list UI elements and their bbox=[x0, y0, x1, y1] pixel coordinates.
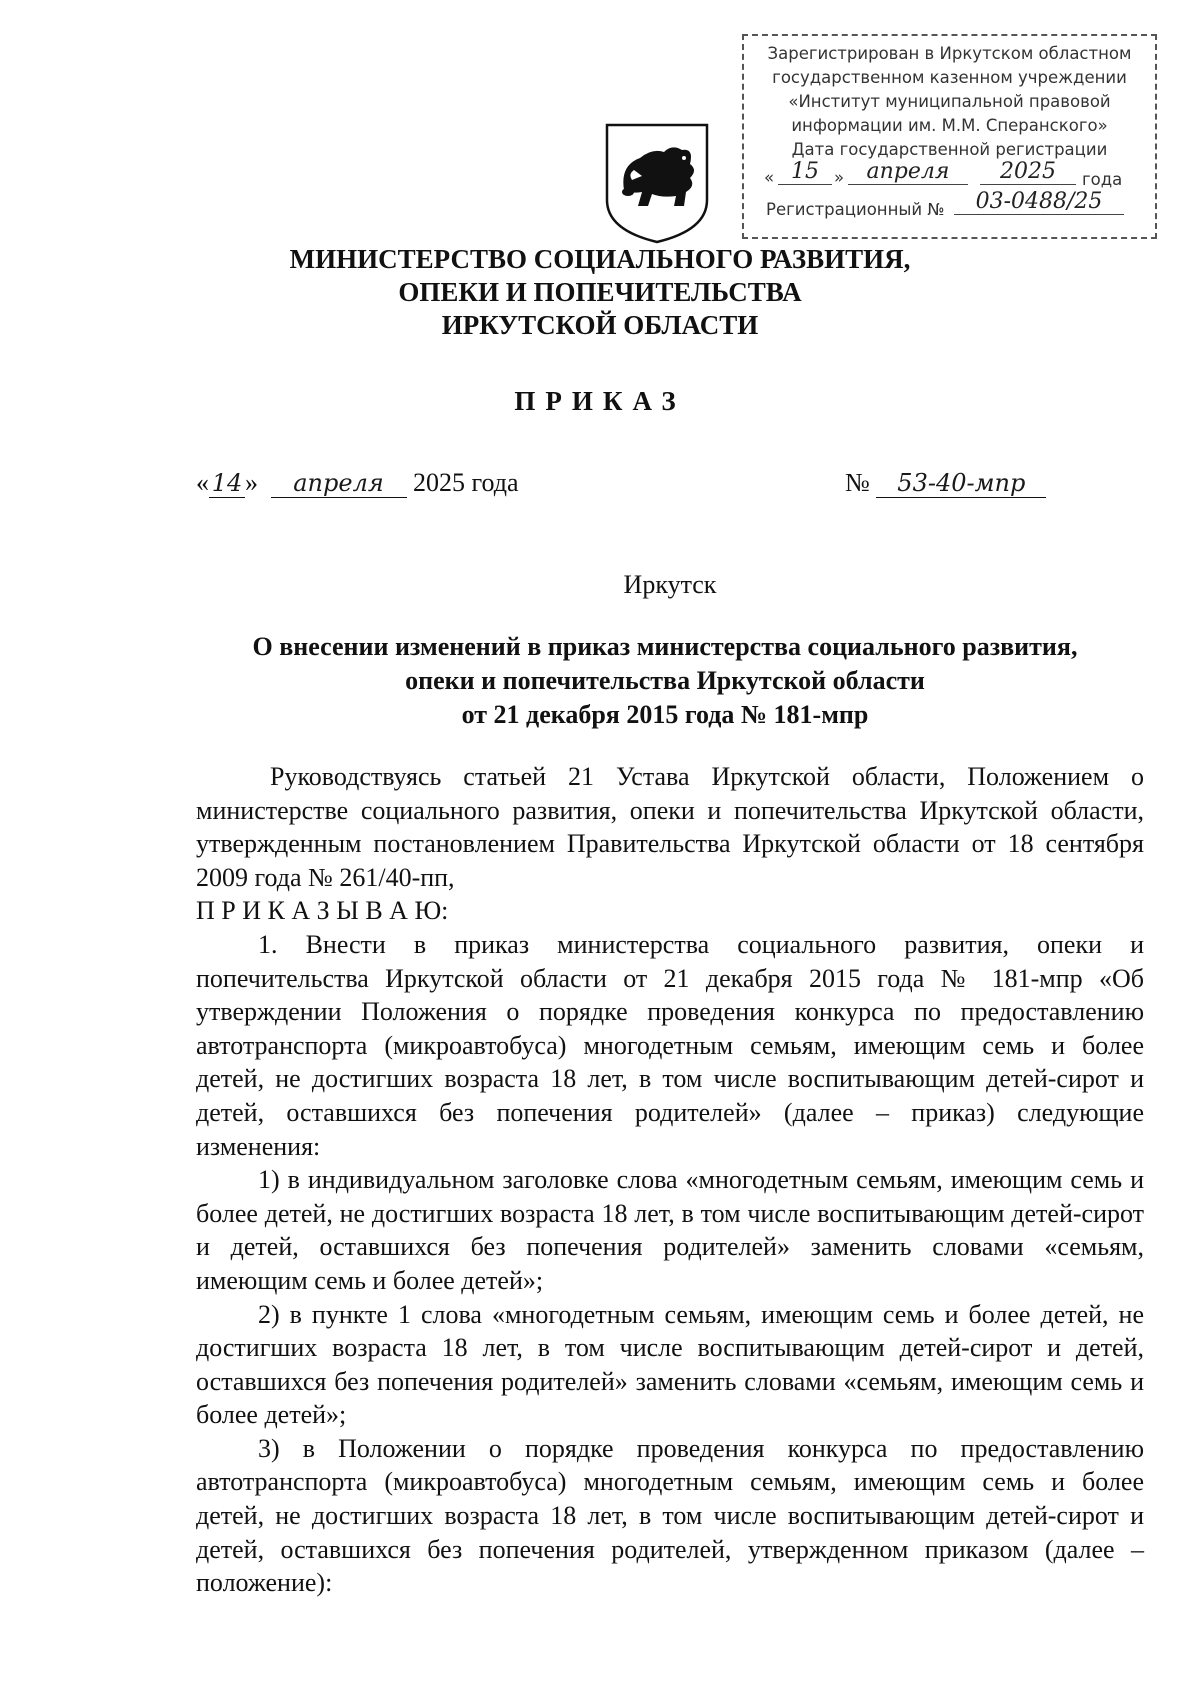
order-number-row bbox=[845, 468, 1046, 498]
stamp-line-2: государственном казенном учреждении bbox=[772, 68, 1127, 87]
order-number: 53-40-мпр bbox=[876, 469, 1046, 498]
stamp-line-5: Дата государственной регистрации bbox=[791, 140, 1108, 159]
stamp-line-3: «Институт муниципальной правовой bbox=[788, 92, 1111, 111]
stamp-date-year: 2025 bbox=[980, 160, 1076, 185]
stamp-date-month: апреля bbox=[848, 160, 968, 185]
coat-of-arms-icon bbox=[602, 120, 712, 245]
registration-stamp bbox=[742, 34, 1157, 239]
city: Иркутск bbox=[623, 570, 717, 599]
document-body bbox=[196, 760, 1144, 1600]
stamp-reg-number: 03-0488/25 bbox=[954, 190, 1124, 215]
order-day: 14 bbox=[209, 469, 245, 498]
order-word: П Р И К А З Ы В А Ю: bbox=[196, 896, 449, 926]
stamp-date-suffix: года bbox=[1082, 170, 1123, 189]
stamp-line-1: Зарегистрирован в Иркутском областном bbox=[767, 44, 1132, 63]
stamp-date-day: 15 bbox=[778, 160, 832, 185]
stamp-reg-row bbox=[744, 189, 1155, 224]
order-date-open: « bbox=[196, 468, 209, 497]
order-month: апреля bbox=[271, 469, 407, 498]
stamp-date-open: « bbox=[764, 168, 775, 187]
sub-item-3-paragraph: 3) в Положении о порядке проведения конкурса по предоставлению автотранспорта (микроавтобуса) многодетным семьям, имеющим семь и более детей, не достигших возраста 18 лет, в том числе воспитывающим детей-сирот и детей, оставшихся без попечения родителей, утвержденном приказом (далее – положение): bbox=[196, 1433, 1144, 1598]
stamp-reg-label: Регистрационный № bbox=[766, 200, 945, 219]
preamble-paragraph: Руководствуясь статьей 21 Устава Иркутской области, Положением о министерстве социального развития, опеки и попечительства Иркутской области, утвержденным постановлением Правительства Иркутской области от 18 сентября 2009 года № 261/40-пп, bbox=[196, 762, 1144, 892]
order-year: 2025 года bbox=[413, 468, 519, 497]
stamp-line-4: информации им. М.М. Сперанского» bbox=[791, 116, 1108, 135]
subject-line-1: О внесении изменений в приказ министерства социального развития, bbox=[252, 632, 1078, 661]
order-date bbox=[196, 468, 519, 498]
sub-item-2-paragraph: 2) в пункте 1 слова «многодетным семьям, имеющим семь и более детей, не достигших возраста 18 лет, в том числе воспитывающим детей-сирот и детей, оставшихся без попечения родителей» заменить словами «семьям, имеющим семь и более детей»; bbox=[196, 1299, 1144, 1430]
item-1-paragraph: 1. Внести в приказ министерства социального развития, опеки и попечительства Иркутской области от 21 декабря 2015 года № 181-мпр «Об утверждении Положения о порядке проведения конкурса по предоставлению автотранспорта (микроавтобуса) многодетным семьям, имеющим семь и более детей, не достигших возраста 18 лет, в том числе воспитывающим детей-сирот и детей, оставшихся без попечения родителей» (далее – приказ) следующие изменения: bbox=[196, 929, 1144, 1161]
subject-line-2: опеки и попечительства Иркутской области bbox=[405, 666, 925, 695]
order-subject bbox=[0, 630, 1200, 732]
org-title-line-2: ОПЕКИ И ПОПЕЧИТЕЛЬСТВА bbox=[398, 277, 802, 307]
subject-line-3: от 21 декабря 2015 года № 181-мпр bbox=[461, 700, 869, 729]
org-title-line-3: ИРКУТСКОЙ ОБЛАСТИ bbox=[441, 310, 759, 340]
order-number-label: № bbox=[845, 468, 870, 497]
org-title-line-1: МИНИСТЕРСТВО СОЦИАЛЬНОГО РАЗВИТИЯ, bbox=[289, 244, 911, 274]
sub-item-1-paragraph: 1) в индивидуальном заголовке слова «многодетным семьям, имеющим семь и более детей, не достигших возраста 18 лет, в том числе воспитывающим детей-сирот и детей, оставшихся без попечения родителей» заменить словами «семьям, имеющим семь и более детей»; bbox=[196, 1165, 1144, 1295]
order-date-close: » bbox=[245, 468, 258, 497]
stamp-date-close: » bbox=[834, 168, 845, 187]
document-type: ПРИКАЗ bbox=[514, 386, 686, 416]
